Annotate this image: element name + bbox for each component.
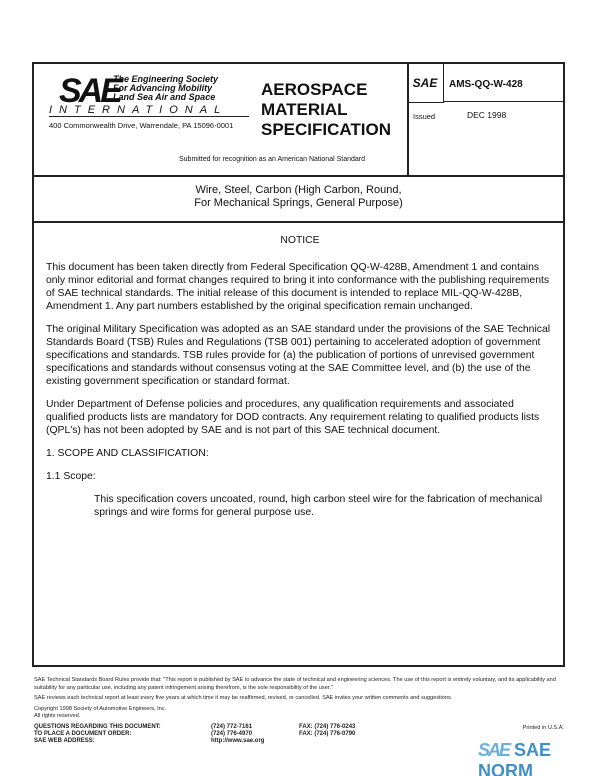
address: 400 Commonwealth Drive, Warrendale, PA 15096-0001 xyxy=(49,121,234,130)
doc-type-line: SPECIFICATION xyxy=(261,120,392,139)
document-title xyxy=(34,175,563,223)
paragraph: This document has been taken directly from Federal Specification QQ-W-428B, Amendment 1 and contains only minor editorial and format changes required to bring it into conformance with the publishing requirements of SAE technical standards. The initial release of this document is intended to replace MIL-QQ-W-428B, Amendment 1. Any part numbers established by the original specification remain unchanged. xyxy=(46,262,550,312)
header-left xyxy=(34,64,409,175)
section-heading: 1. SCOPE AND CLASSIFICATION: xyxy=(46,448,209,459)
paragraph: The original Military Specification was adopted as an SAE standard under the provisions of the SAE Technical Standards Board (TSB) Rules and Regulations (TSB 001) pertaining to accelerated adoption of government specifications and standards. TSB rules provide for (a) the publication of portions of unrevised government specifications and standards without consensus voting at the SAE Committee level, and (b) the use of the existing government specification or standard format. xyxy=(46,324,551,387)
web-address-link[interactable]: http://www.sae.org xyxy=(211,737,265,744)
watermark-mark: SAE xyxy=(478,740,510,760)
copyright: Copyright 1998 Society of Automotive Engineers, Inc. xyxy=(34,705,167,712)
contact-phone: (724) 776-4970 xyxy=(211,730,253,737)
watermark-text: SAE NORM xyxy=(478,740,552,776)
watermark-logo xyxy=(478,740,600,776)
issued-date: DEC 1998 xyxy=(467,110,507,120)
sae-logo-mark: SAE xyxy=(59,72,120,110)
footer-review: SAE reviews each technical report at least every five years at which time it may be reaffirmed, revised, or cancelled. SAE invites your written comments and suggestions. xyxy=(34,695,453,701)
sae-small-logo: SAE xyxy=(407,64,444,103)
international-label: INTERNATIONAL xyxy=(49,104,249,117)
doc-type-line: AEROSPACE xyxy=(261,80,368,99)
notice-heading: NOTICE xyxy=(280,235,320,246)
doc-type-line: MATERIAL xyxy=(261,100,348,119)
doc-type xyxy=(261,80,391,140)
contact-label: QUESTIONS REGARDING THIS DOCUMENT: xyxy=(34,723,161,730)
spec-frame xyxy=(32,62,565,667)
rights: All rights reserved. xyxy=(34,713,81,719)
header-right xyxy=(407,64,563,175)
document-number: AMS-QQ-W-428 xyxy=(443,64,563,102)
tagline xyxy=(113,75,253,102)
contact-fax: FAX: (724) 776-0790 xyxy=(299,730,356,737)
contact-fax: FAX: (724) 776-0243 xyxy=(299,723,356,730)
submitted-note: Submitted for recognition as an American National Standard xyxy=(179,156,365,163)
scope-text: This specification covers uncoated, round, high carbon steel wire for the fabrication of mechanical springs and wire forms for general purpose use. xyxy=(94,494,543,518)
header xyxy=(34,64,563,177)
tagline-line: Land Sea Air and Space xyxy=(113,92,216,102)
paragraph: Under Department of Defense policies and procedures, any qualification requirements and associated qualified products lists are mandatory for DOD contracts. Any requirement relating to qualified products lists (QPL's) has not been adopted by SAE and is not part of this SAE technical document. xyxy=(46,399,540,436)
contact-phone: (724) 772-7161 xyxy=(211,723,253,730)
tagline-line: For Advancing Mobility xyxy=(113,83,213,93)
contact-label: SAE WEB ADDRESS: xyxy=(34,737,95,744)
document-body xyxy=(46,234,554,529)
title-line: For Mechanical Springs, General Purpose) xyxy=(194,197,403,209)
footer xyxy=(34,677,564,745)
issued-label: Issued xyxy=(413,112,436,121)
tagline-line: The Engineering Society xyxy=(113,74,219,84)
printed-in: Printed in U.S.A. xyxy=(522,725,564,731)
contact-label: TO PLACE A DOCUMENT ORDER: xyxy=(34,730,132,737)
footer-disclaimer: SAE Technical Standards Board Rules provide that: "This report is published by SAE to advance the state of technical and engineering sciences. The use of this report is entirely voluntary, and its applicability and suitability for any particular use, including any patent infringement arising therefrom, is the sole responsibility of the user." xyxy=(34,677,556,691)
title-line: Wire, Steel, Carbon (High Carbon, Round, xyxy=(195,184,402,196)
subsection-heading: 1.1 Scope: xyxy=(46,471,96,482)
